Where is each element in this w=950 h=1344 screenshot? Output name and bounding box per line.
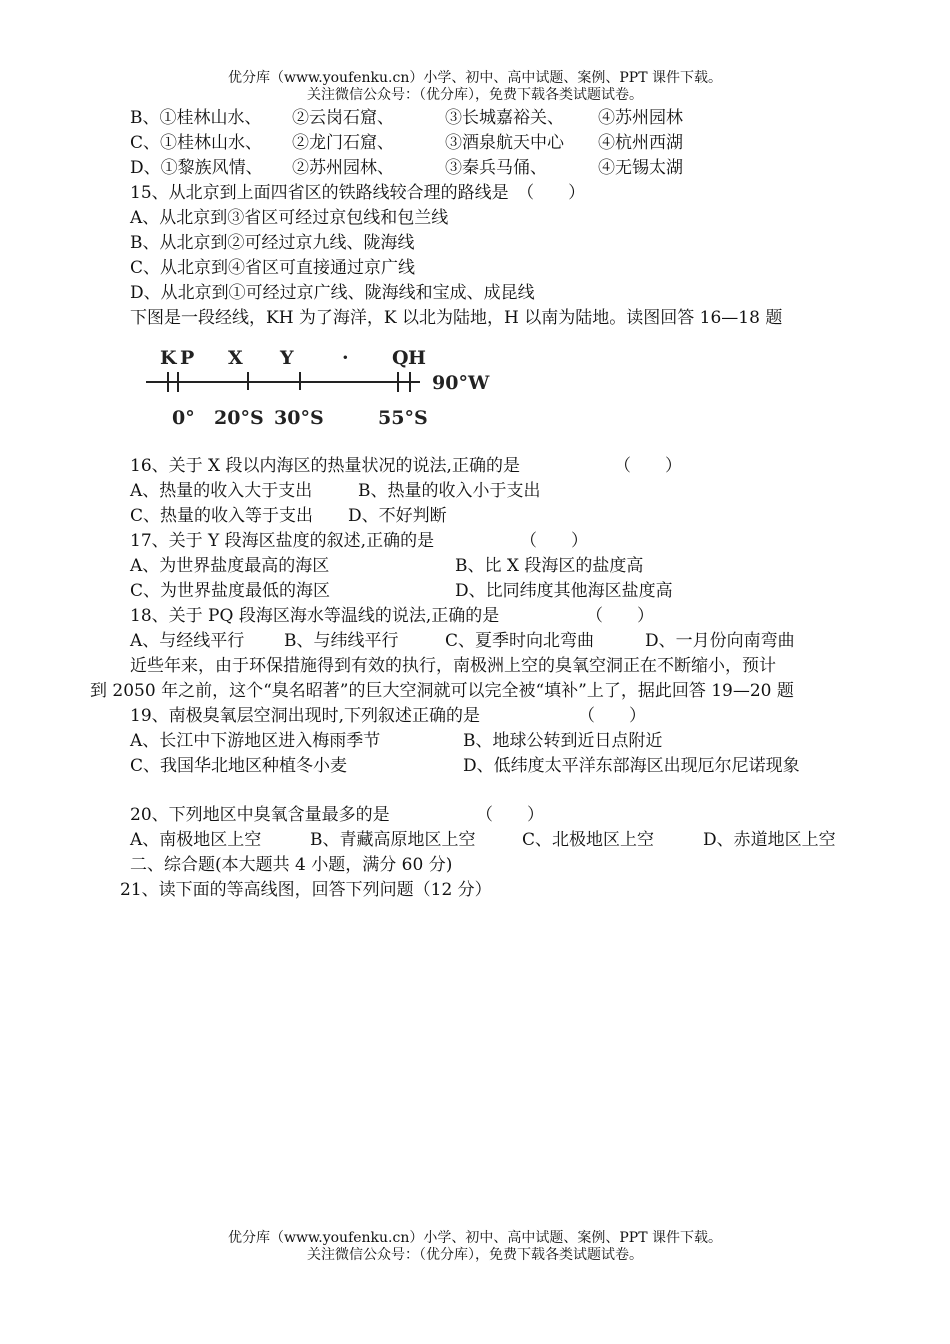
q20-paren: （ ） [476, 805, 544, 825]
meridian-diagram [140, 340, 520, 440]
q20-option-d: D、赤道地区上空 [703, 830, 836, 850]
q14-d-part-3: ③秦兵马俑、 [445, 158, 547, 178]
q14-b-part-3: ③长城嘉裕关、 [445, 108, 564, 128]
q14-d-part-2: ②苏州园林、 [292, 158, 394, 178]
label-p: P [180, 347, 195, 369]
q14-c-part-1: C、①桂林山水、 [130, 133, 263, 153]
q16-option-b: B、热量的收入小于支出 [358, 481, 541, 501]
label-y: Y [280, 347, 294, 369]
footer-line-2: 关注微信公众号：（优分库），免费下载各类试题试卷。 [307, 1247, 643, 1263]
q15-option-b: B、从北京到②可经过京九线、陇海线 [130, 233, 415, 253]
q15-option-d: D、从北京到①可经过京广线、陇海线和宝成、成昆线 [130, 283, 535, 303]
q19-option-d: D、低纬度太平洋东部海区出现厄尔尼诺现象 [463, 756, 800, 776]
q20-option-c: C、北极地区上空 [522, 830, 655, 850]
q15-option-c: C、从北京到④省区可直接通过京广线 [130, 258, 416, 278]
q16-option-d: D、不好判断 [348, 506, 447, 526]
q16-option-a: A、热量的收入大于支出 [130, 481, 313, 501]
q18-option-a: A、与经线平行 [130, 631, 245, 651]
label-lat-20s: 20°S [214, 407, 264, 429]
q17-option-d: D、比同纬度其他海区盐度高 [455, 581, 673, 601]
label-k: K [160, 347, 177, 369]
q16-paren: （ ） [614, 456, 682, 476]
header-line-2: 关注微信公众号：（优分库），免费下载各类试题试卷。 [307, 87, 643, 103]
q20-stem: 20、下列地区中臭氧含量最多的是 [130, 805, 390, 825]
q20-option-a: A、南极地区上空 [130, 830, 262, 850]
label-x: X [228, 347, 243, 369]
q14-b-part-1: B、①桂林山水、 [130, 108, 262, 128]
intro-16-18: 下图是一段经线，KH 为了海洋，K 以北为陆地，H 以南为陆地。读图回答 16—18 题 [130, 308, 783, 328]
q18-option-b: B、与纬线平行 [284, 631, 399, 651]
q14-d-part-1: D、①黎族风情、 [130, 158, 263, 178]
q17-option-b: B、比 X 段海区的盐度高 [455, 556, 644, 576]
q19-paren: （ ） [578, 706, 646, 726]
label-q: Q [392, 347, 409, 369]
q21-stem: 21、读下面的等高线图，回答下列问题（12 分） [120, 880, 492, 900]
intro-19-20-line-1: 近些年来，由于环保措施得到有效的执行，南极洲上空的臭氧空洞正在不断缩小，预计 [130, 656, 776, 676]
header-line-1: 优分库（www.youfenku.cn）小学、初中、高中试题、案例、PPT 课件下载。 [227, 70, 722, 86]
label-h: H [408, 347, 426, 369]
q20-option-b: B、青藏高原地区上空 [310, 830, 476, 850]
section-2-title: 二、综合题(本大题共 4 小题，满分 60 分) [130, 855, 453, 875]
q16-stem: 16、关于 X 段以内海区的热量状况的说法,正确的是 [130, 456, 520, 476]
q18-option-c: C、夏季时向北弯曲 [445, 631, 595, 651]
q16-option-c: C、热量的收入等于支出 [130, 506, 314, 526]
q18-stem: 18、关于 PQ 段海区海水等温线的说法,正确的是 [130, 606, 500, 626]
q17-option-a: A、为世界盐度最高的海区 [130, 556, 330, 576]
q14-b-part-2: ②云岗石窟、 [292, 108, 394, 128]
q15-stem: 15、从北京到上面四省区的铁路线较合理的路线是 （ ） [130, 183, 586, 203]
q14-c-part-2: ②龙门石窟、 [292, 133, 394, 153]
label-lat-0: 0° [172, 407, 195, 429]
intro-19-20-line-2: 到 2050 年之前，这个“臭名昭著”的巨大空洞就可以完全被“填补”上了，据此回答 19—20 题 [90, 681, 794, 701]
q14-c-part-3: ③酒泉航天中心 [445, 133, 564, 153]
q14-c-part-4: ④杭州西湖 [598, 133, 683, 153]
q17-stem: 17、关于 Y 段海区盐度的叙述,正确的是 [130, 531, 435, 551]
q14-b-part-4: ④苏州园林 [598, 108, 683, 128]
q18-paren: （ ） [586, 606, 654, 626]
footer-line-1: 优分库（www.youfenku.cn）小学、初中、高中试题、案例、PPT 课件下载。 [227, 1230, 722, 1246]
q19-option-c: C、我国华北地区种植冬小麦 [130, 756, 348, 776]
label-meridian: 90°W [432, 372, 490, 394]
q14-d-part-4: ④无锡太湖 [598, 158, 683, 178]
q15-option-a: A、从北京到③省区可经过京包线和包兰线 [130, 208, 449, 228]
label-lat-30s: 30°S [274, 407, 324, 429]
q19-option-a: A、长江中下游地区进入梅雨季节 [130, 731, 381, 751]
q17-paren: （ ） [520, 531, 588, 551]
q19-stem: 19、南极臭氧层空洞出现时,下列叙述正确的是 [130, 706, 481, 726]
q19-option-b: B、地球公转到近日点附近 [463, 731, 663, 751]
q18-option-d: D、一月份向南弯曲 [645, 631, 795, 651]
label-lat-55s: 55°S [378, 407, 428, 429]
label-dot: · [342, 347, 349, 369]
q17-option-c: C、为世界盐度最低的海区 [130, 581, 331, 601]
